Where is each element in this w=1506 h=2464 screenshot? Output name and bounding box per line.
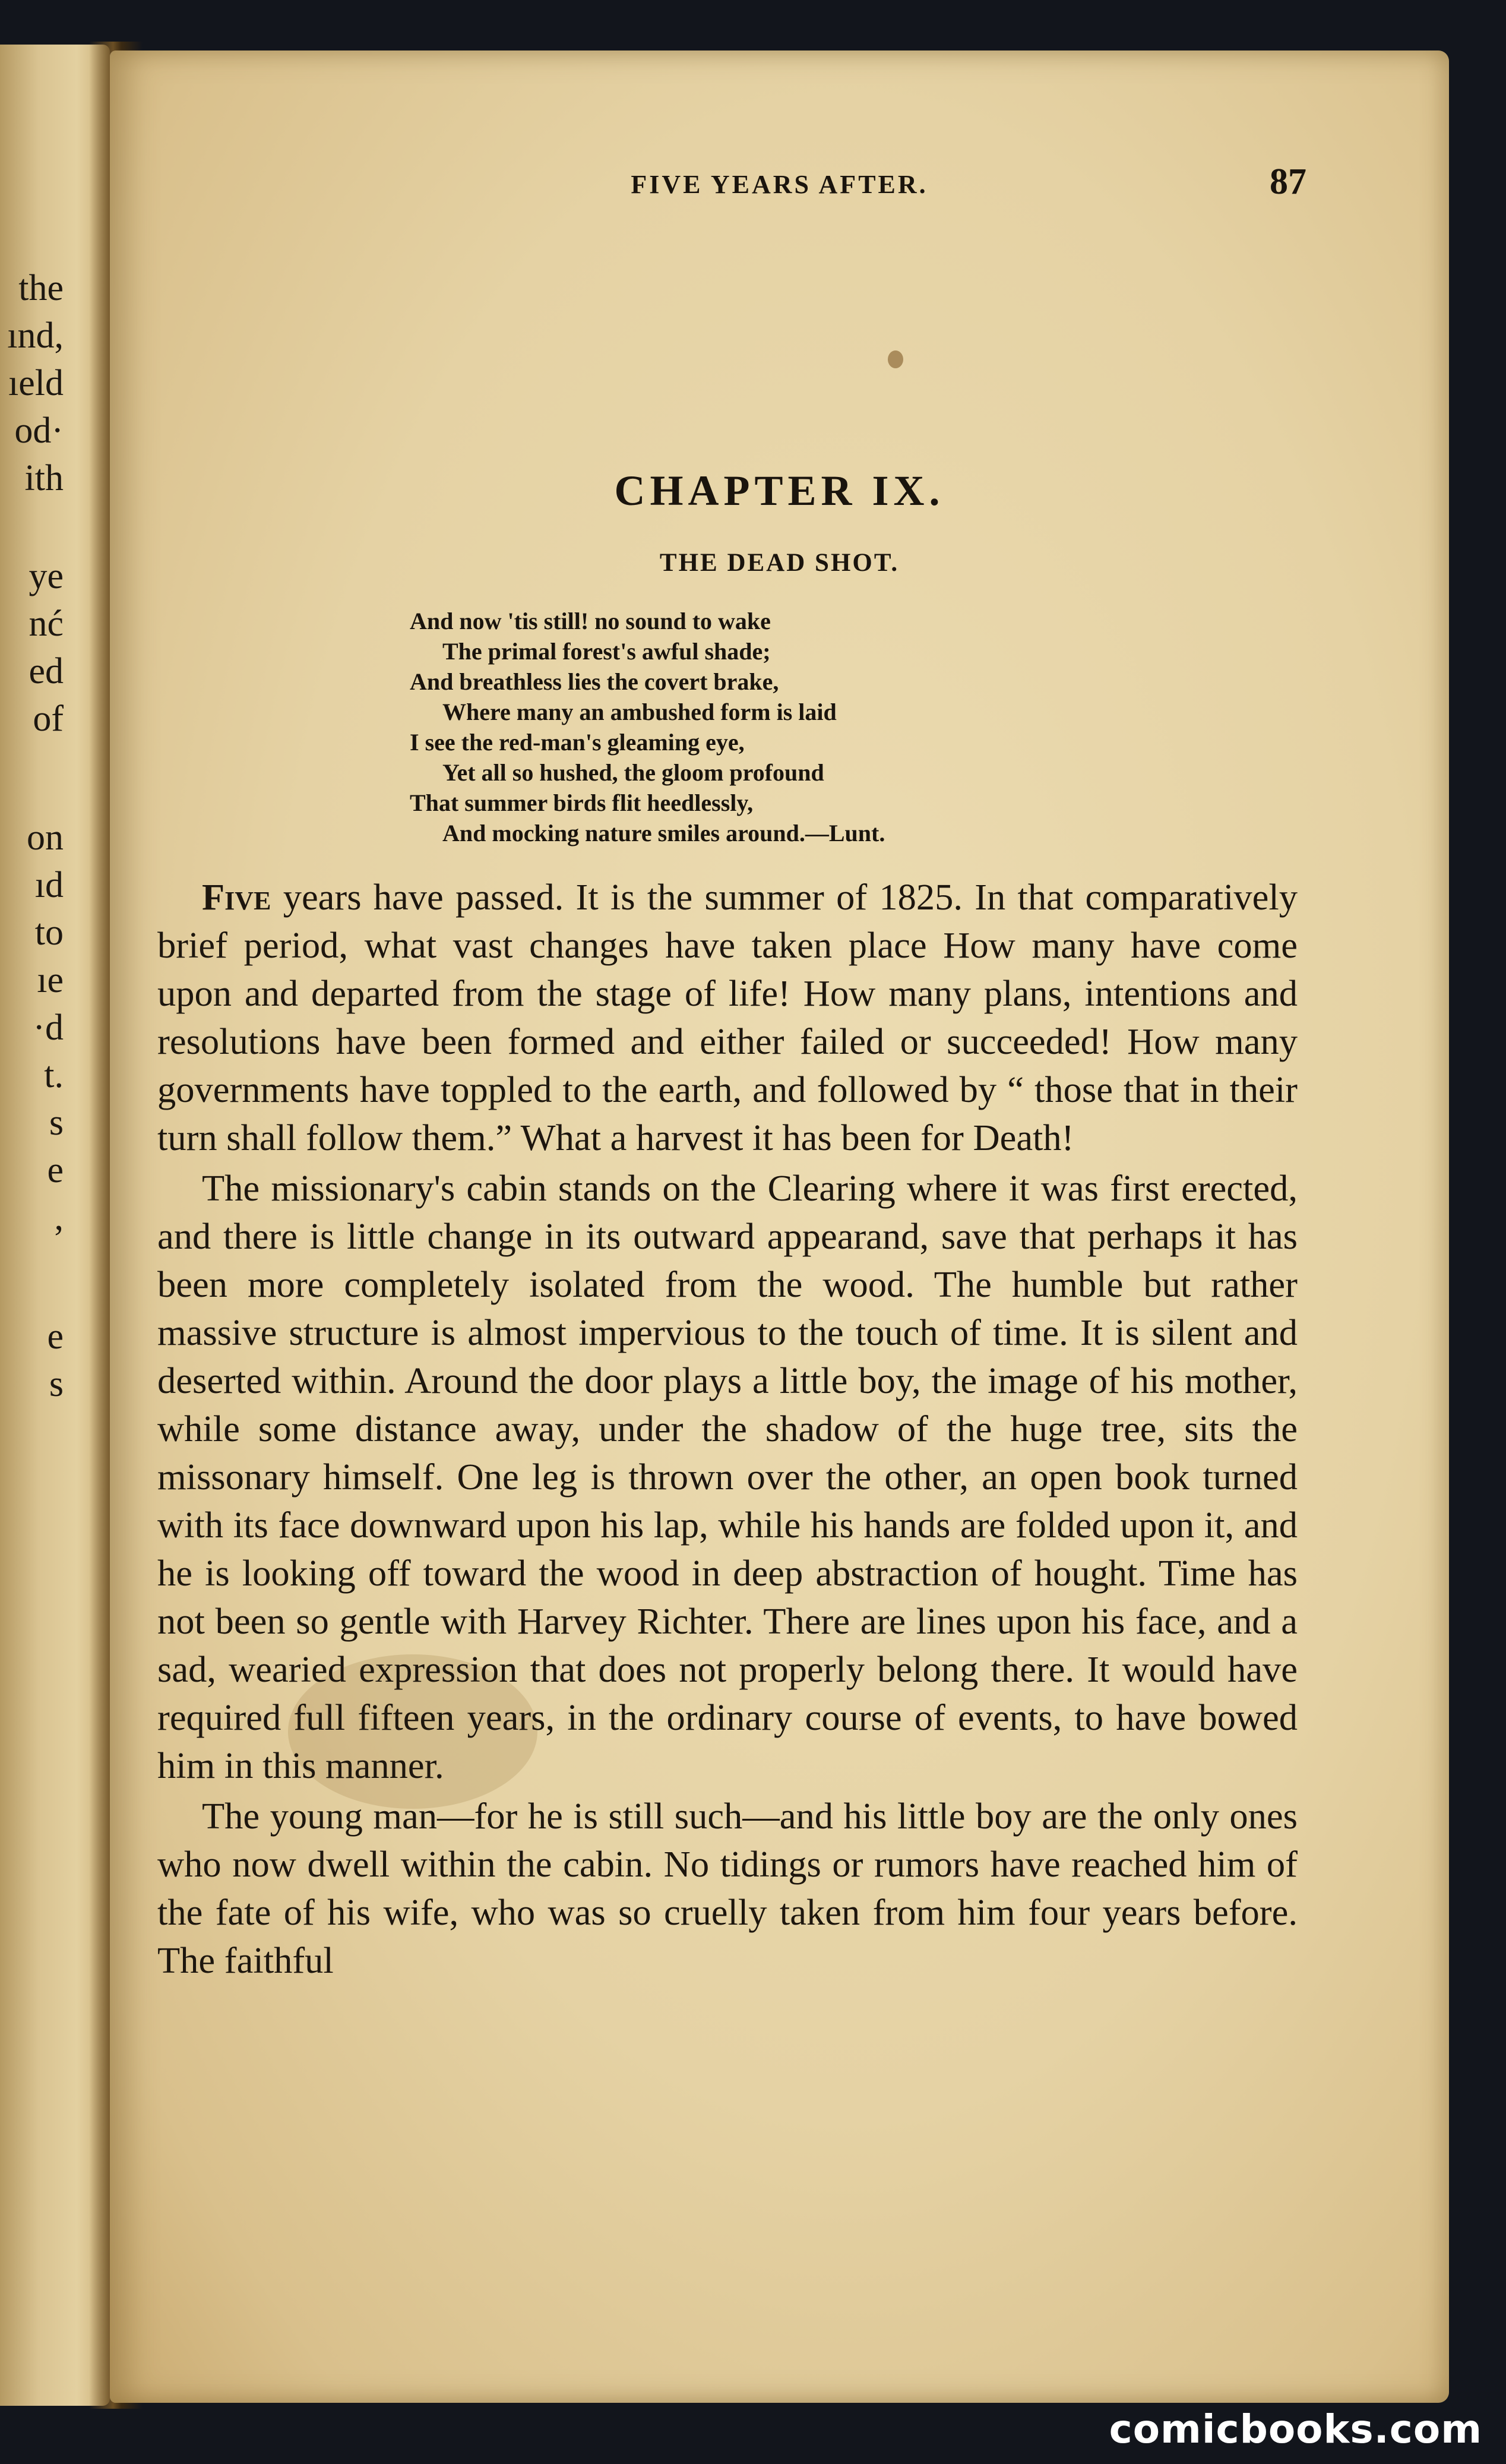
epigraph-line: Where many an ambushed form is laid: [442, 699, 837, 725]
fragment: ·d: [33, 1007, 64, 1048]
fragment: s: [49, 1103, 64, 1143]
fragment: e: [47, 1150, 64, 1190]
fragment: ye: [29, 556, 64, 596]
epigraph-line: The primal forest's awful shade;: [442, 638, 771, 665]
paragraph: [157, 873, 1298, 1162]
book-page: [110, 50, 1449, 2403]
fragment: the: [18, 268, 64, 308]
epigraph-line: And mocking nature smiles around.—Lunt.: [442, 820, 885, 846]
paragraph-text: years have passed. It is the summer of 1825. In that comparatively brief period, what vast changes have taken place How many have come upon and departed from the stage of life! How many plans, intentions and resolutions have been formed and either failed or succeeded! How many governments have toppled to the earth, and followed by “ those that in their turn shall follow them.” What a harvest it has been for Death!: [157, 876, 1298, 1158]
chapter-subtitle: THE DEAD SHOT.: [659, 549, 900, 577]
fragment: s: [49, 1364, 64, 1404]
running-head: FIVE YEARS AFTER.: [631, 170, 928, 199]
epigraph-poem: [410, 606, 1301, 848]
paragraph: [157, 1792, 1298, 1985]
epigraph-line: That summer birds flit heedlessly,: [410, 789, 754, 816]
fragment: ed: [29, 651, 64, 691]
epigraph-line: Yet all so hushed, the gloom profound: [442, 759, 824, 786]
fragment: ıeld: [8, 363, 64, 403]
fragment: e: [47, 1316, 64, 1357]
fragment: t.: [44, 1055, 64, 1095]
fragment: ınd,: [7, 315, 64, 356]
fragment: on: [27, 817, 64, 858]
fragment: ,: [54, 1198, 64, 1238]
fragment: of: [33, 699, 64, 739]
fragment: ith: [24, 458, 64, 498]
epigraph-line: And now 'tis still! no sound to wake: [410, 608, 771, 634]
site-watermark: comicbooks.com: [1109, 2406, 1482, 2452]
paragraph-text: The missionary's cabin stands on the Clearing where it was first erected, and there is little change in its outward appearand, save that perhaps it has been more completely isolated from the wood. The humble but rather massive structure is almost impervious to the touch of time. It is silent and deserted within. Around the door plays a little boy, the image of his mother, while some distance away, under the shadow of the huge tree, sits the missonary himself. One leg is thrown over the other, an open book turned with its face downward upon his lap, while his hands are folded upon it, and he is looking off toward the wood in deep abstraction of hought. Time has not been so gentle with Harvey Richter. There are lines upon his face, and a sad, wearied expression that does not properly belong there. It would have required full fifteen years, in the ordinary course of events, to have bowed him in this manner.: [157, 1167, 1298, 1786]
fragment: ıd: [34, 865, 64, 905]
fragment: nć: [29, 604, 64, 644]
epigraph-line: And breathless lies the covert brake,: [410, 668, 779, 695]
paragraph: [157, 1164, 1298, 1790]
fragment: to: [34, 912, 64, 953]
fragment: ıe: [37, 960, 64, 1000]
fragment: od·: [14, 410, 64, 451]
chapter-title: CHAPTER IX.: [614, 467, 945, 514]
page-number: 87: [1270, 162, 1306, 202]
ink-spot: [888, 350, 903, 368]
paragraph-text: The young man—for he is still such—and his little boy are the only ones who now dwell within the cabin. No tidings or rumors have reached him of the fate of his wife, who was so cruelly taken from him four years before. The faithful: [157, 1795, 1298, 1981]
chapter-body: [157, 873, 1298, 1985]
epigraph-line: I see the red-man's gleaming eye,: [410, 729, 745, 756]
paragraph-lead-word: Five: [202, 876, 271, 918]
page-header: [110, 162, 1449, 229]
